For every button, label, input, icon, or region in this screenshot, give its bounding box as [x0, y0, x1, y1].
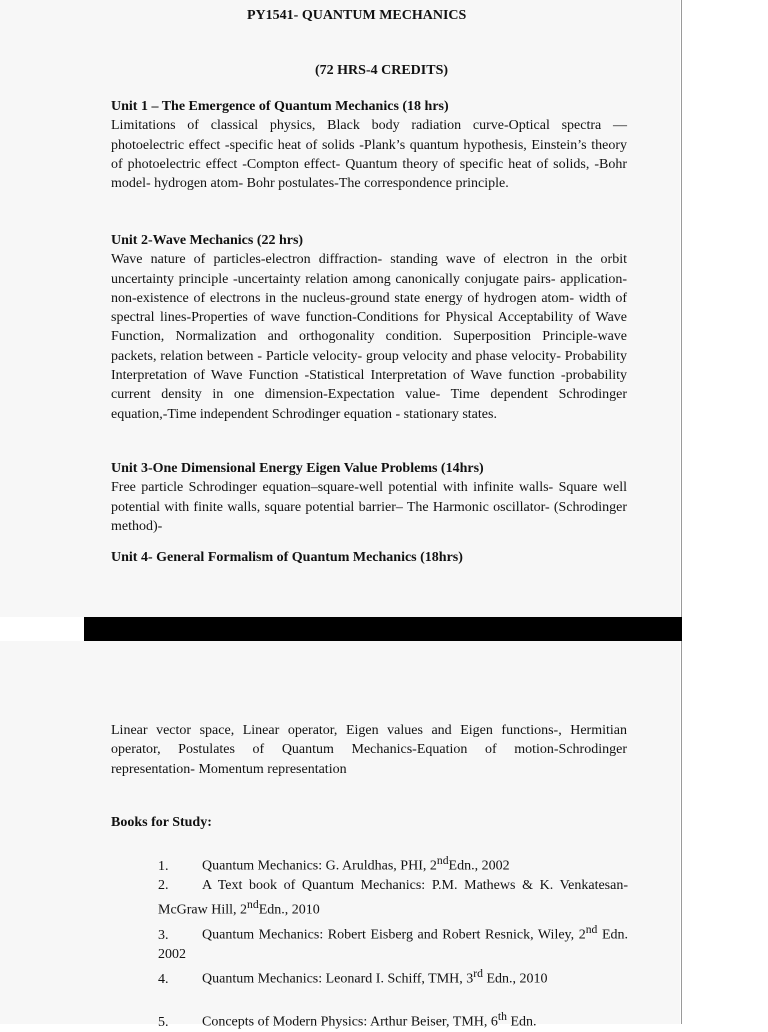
- book-item: [158, 851, 628, 876]
- book-number: 5.: [158, 1015, 169, 1031]
- unit-4-content: [111, 721, 627, 779]
- book-edition-suffix: nd: [247, 898, 259, 912]
- book-text-end: Edn. 2002: [158, 927, 628, 963]
- unit-1: [111, 97, 627, 193]
- unit-body: Wave nature of particles-electron diffraction- standing wave of electron in the orbit uncertainty principle -uncertainty relation among canonically conjugate pairs- application- non-existence of electrons in the nucleus-ground state energy of hydrogen atom- width of spectral lines-Properties of wave function-Conditions for Physical Acceptability of Wave Function, Normalization and orthogonality condition. Superposition Principle-wave packets, relation between - Particle velocity- group velocity and phase velocity- Probability Interpretation of Wave Function -Statistical Interpretation of Wave function -probability current density in one dimension-Expectation value- Time dependent Schrodinger equation,-Time independent Schrodinger equation - stationary states.: [111, 252, 627, 422]
- unit-2: [111, 231, 627, 424]
- books-heading: Books for Study:: [111, 815, 212, 830]
- book-text-end: Edn., 2002: [448, 858, 510, 874]
- books-list: [158, 851, 628, 1032]
- book-edition-suffix: nd: [585, 923, 598, 937]
- book-item: [158, 1007, 628, 1032]
- unit-heading: Unit 2-Wave Mechanics (22 hrs): [111, 233, 304, 248]
- book-edition-suffix: rd: [473, 967, 483, 981]
- book-text-end: Edn.: [506, 1015, 537, 1031]
- unit-body: Free particle Schrodinger equation–square-well potential with infinite walls- Square well potential with finite walls, square potential barrier– The Harmonic oscillator- (Schrodinger method)-: [111, 480, 627, 534]
- book-text: Quantum Mechanics: Leonard I. Schiff, TMH, 3: [202, 972, 474, 988]
- unit-body: Limitations of classical physics, Black body radiation curve-Optical spectra — photoelectric effect -specific heat of solids -Plank’s quantum hypothesis, Einstein’s theory of photoelectric effect -Compton effect- Quantum theory of specific heat of solids, -Bohr model- hydrogen atom- Bohr postulates-The correspondence principle.: [111, 118, 627, 192]
- page-break-bar: [84, 617, 682, 641]
- book-number: 4.: [158, 972, 169, 988]
- course-credits: (72 HRS-4 CREDITS): [315, 63, 449, 78]
- book-text: A Text book of Quantum Mechanics: P.M. Mathews & K. Venkatesan- McGraw Hill, 2: [158, 877, 628, 918]
- page-edge-line: [681, 0, 682, 1024]
- unit-heading: Unit 4- General Formalism of Quantum Mechanics (18hrs): [111, 550, 463, 565]
- book-text: Quantum Mechanics: Robert Eisberg and Robert Resnick, Wiley, 2: [202, 927, 586, 943]
- book-text: Quantum Mechanics: G. Aruldhas, PHI, 2: [202, 858, 437, 874]
- unit-heading: Unit 3-One Dimensional Energy Eigen Value Problems (14hrs): [111, 461, 484, 476]
- book-item: [158, 920, 628, 964]
- book-edition-suffix: th: [497, 1010, 507, 1024]
- book-item: [158, 876, 628, 920]
- book-text: Concepts of Modern Physics: Arthur Beiser, TMH, 6: [202, 1015, 498, 1031]
- book-number: 1.: [158, 858, 169, 874]
- book-text-end: Edn., 2010: [258, 902, 320, 918]
- book-number: 3.: [158, 927, 169, 943]
- book-number: 2.: [158, 877, 169, 893]
- book-item: [158, 964, 628, 989]
- course-title: PY1541- QUANTUM MECHANICS: [247, 8, 467, 23]
- unit-body: Linear vector space, Linear operator, Eigen values and Eigen functions-, Hermitian operator, Postulates of Quantum Mechanics-Equation of motion-Schrodinger representation- Momentum representation: [111, 723, 627, 777]
- book-text-end: Edn., 2010: [482, 972, 548, 988]
- unit-4: [111, 548, 627, 567]
- unit-3: [111, 459, 627, 536]
- unit-heading: Unit 1 – The Emergence of Quantum Mechanics (18 hrs): [111, 99, 449, 114]
- book-edition-suffix: nd: [436, 854, 449, 867]
